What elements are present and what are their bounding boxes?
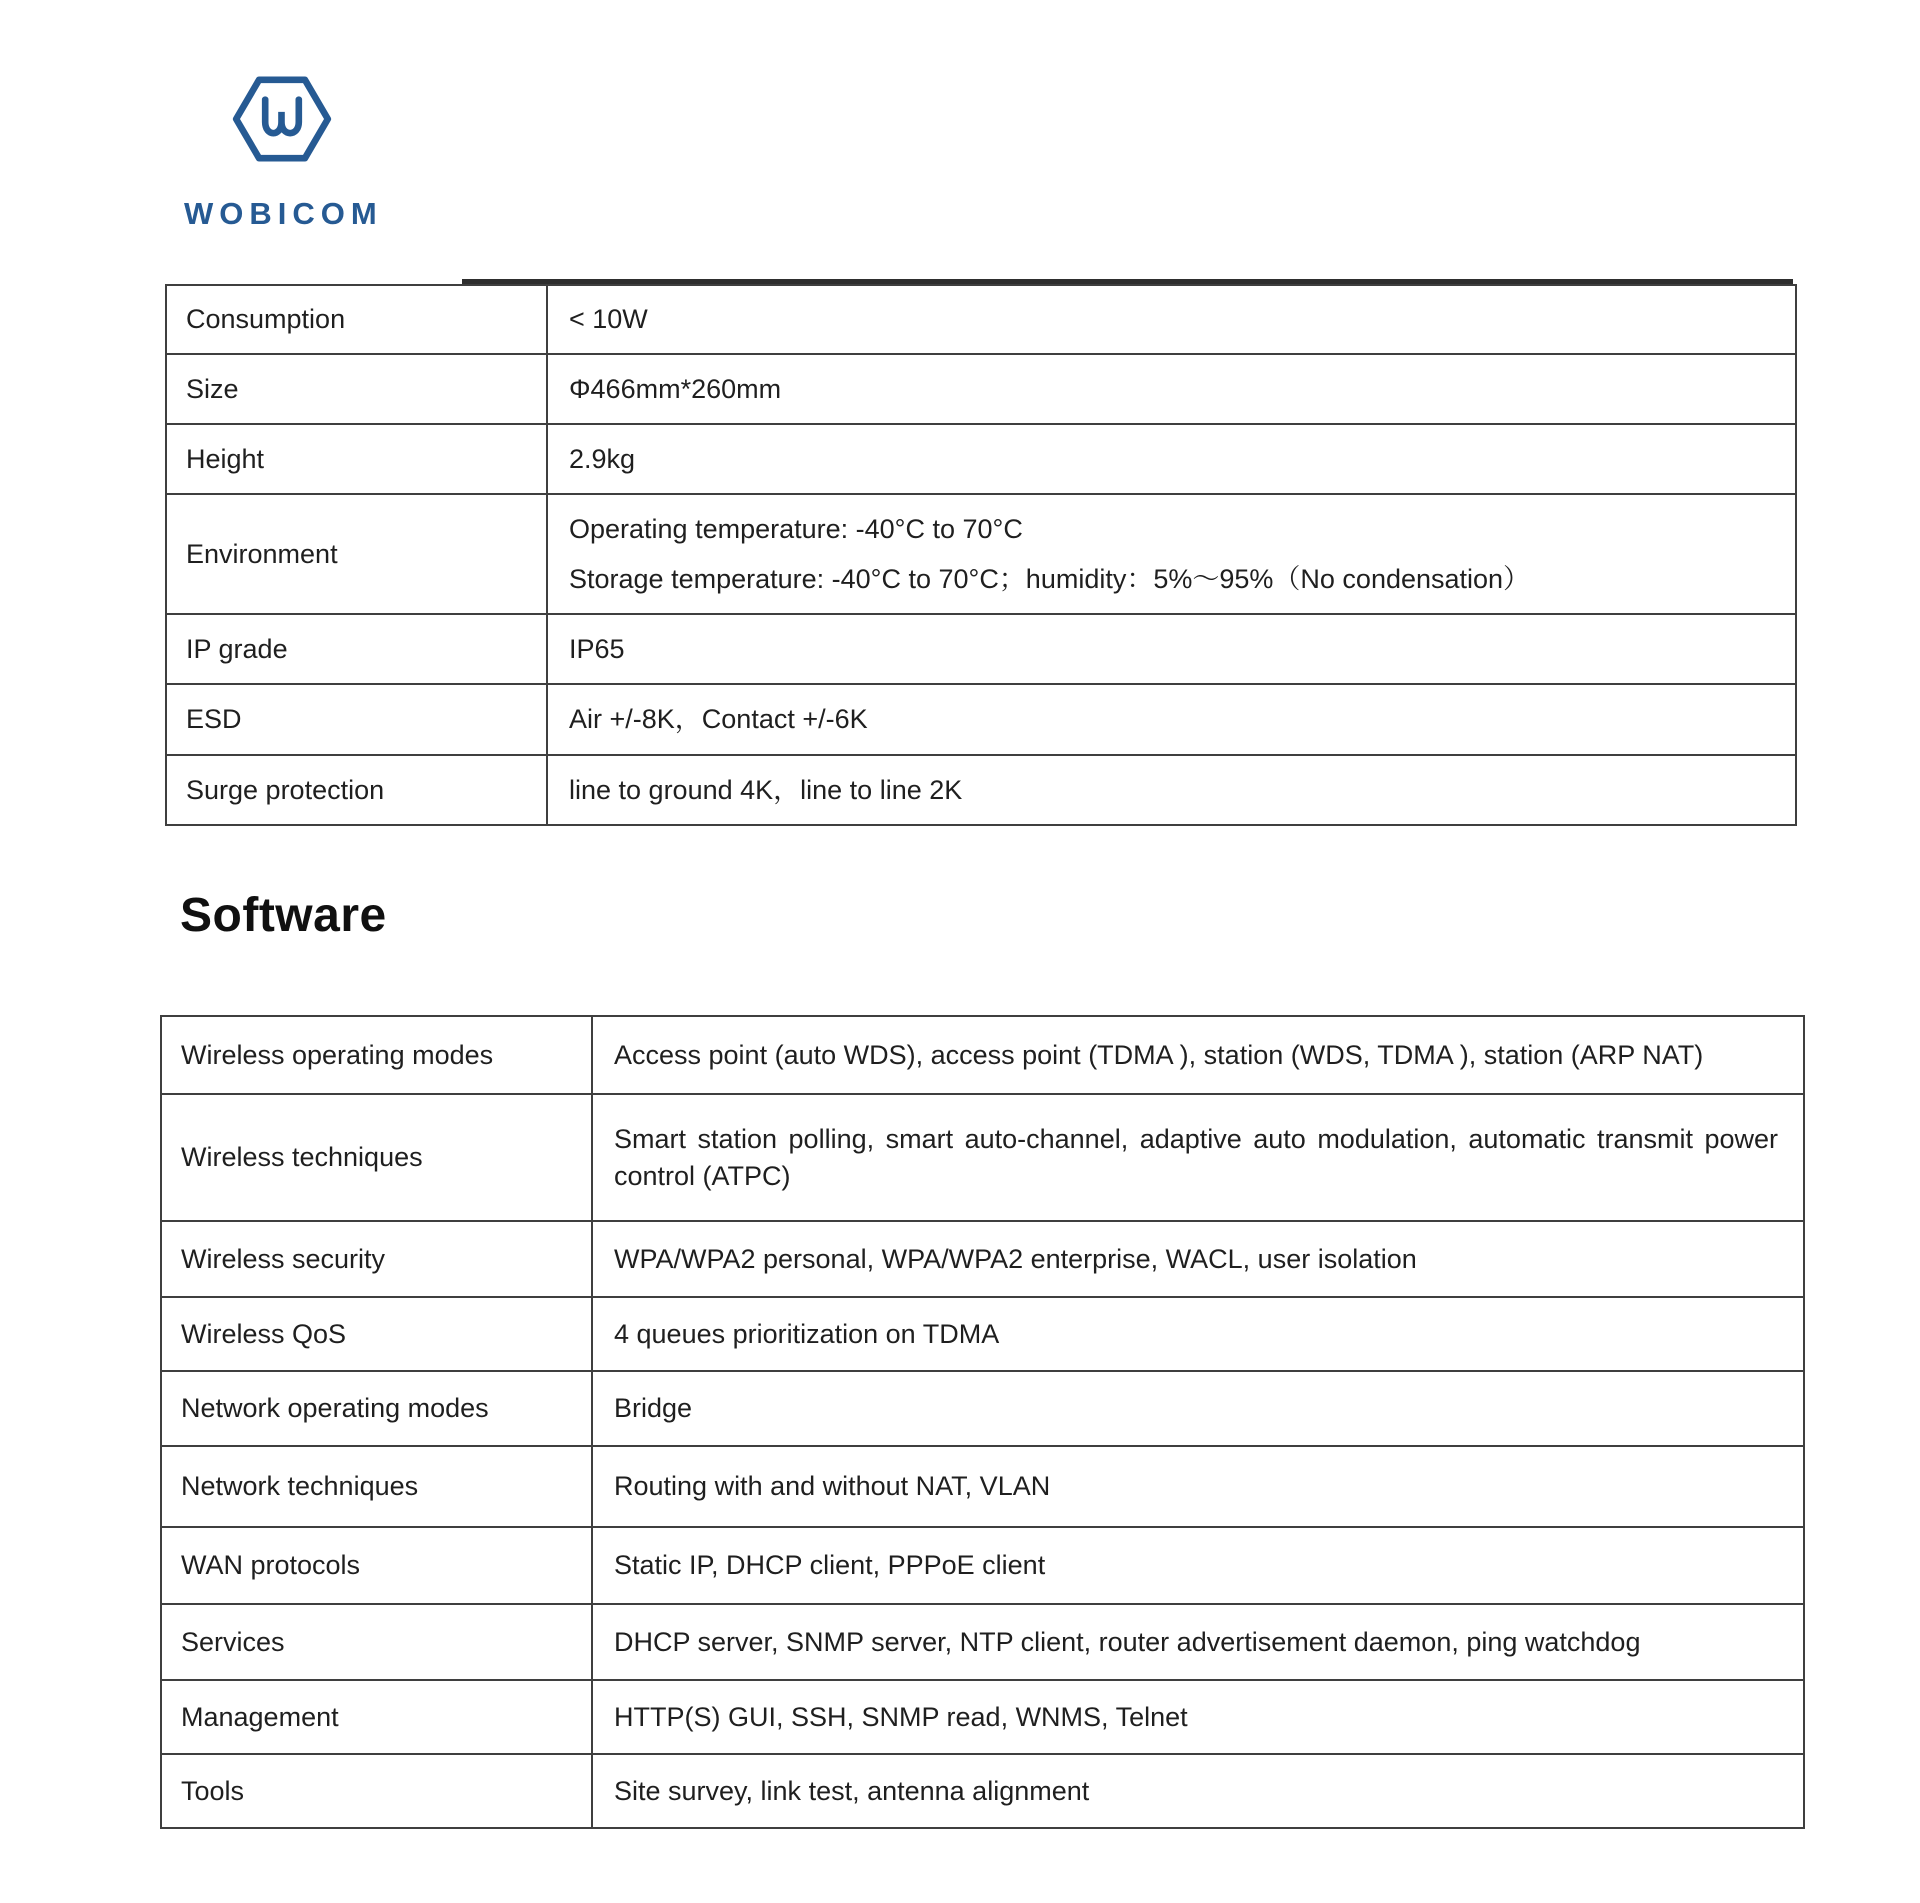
spec-value: Static IP, DHCP client, PPPoE client xyxy=(592,1527,1804,1604)
table-row xyxy=(161,1446,1804,1527)
hardware-spec-table xyxy=(165,284,1797,826)
spec-label: Management xyxy=(161,1680,592,1754)
spec-label: Height xyxy=(166,424,547,494)
table-row xyxy=(161,1016,1804,1094)
spec-value: Air +/-8K，Contact +/-6K xyxy=(547,684,1796,755)
spec-value: Smart station polling, smart auto-channel, adaptive auto modulation, automatic transmit power control (ATPC) xyxy=(592,1094,1804,1221)
section-heading-software: Software xyxy=(180,889,387,942)
spec-label: Wireless QoS xyxy=(161,1297,592,1371)
spec-value: Φ466mm*260mm xyxy=(547,354,1796,424)
spec-label: Consumption xyxy=(166,285,547,354)
spec-value: IP65 xyxy=(547,614,1796,684)
spec-label: WAN protocols xyxy=(161,1527,592,1604)
table-row xyxy=(161,1680,1804,1754)
spec-value-line: Operating temperature: -40°C to 70°C xyxy=(569,514,1023,544)
table-row xyxy=(166,494,1796,614)
spec-label: Environment xyxy=(166,494,547,614)
spec-value: 2.9kg xyxy=(547,424,1796,494)
spec-label: ESD xyxy=(166,684,547,755)
software-spec-table xyxy=(160,1015,1805,1829)
spec-value: 4 queues prioritization on TDMA xyxy=(592,1297,1804,1371)
table-row xyxy=(161,1221,1804,1297)
table-row xyxy=(161,1754,1804,1828)
table-row xyxy=(166,755,1796,825)
spec-label: Network operating modes xyxy=(161,1371,592,1446)
spec-label: Services xyxy=(161,1604,592,1680)
spec-label: Network techniques xyxy=(161,1446,592,1527)
table-row xyxy=(166,684,1796,755)
spec-value: Routing with and without NAT, VLAN xyxy=(592,1446,1804,1527)
spec-value: < 10W xyxy=(547,285,1796,354)
table-row xyxy=(166,424,1796,494)
spec-value-line: Storage temperature: -40°C to 70°C；humidity：5%～95%（No condensation） xyxy=(569,564,1531,594)
spec-label: IP grade xyxy=(166,614,547,684)
spec-label: Tools xyxy=(161,1754,592,1828)
spec-value: Access point (auto WDS), access point (TDMA ), station (WDS, TDMA ), station (ARP NAT) xyxy=(592,1016,1804,1094)
spec-value: Bridge xyxy=(592,1371,1804,1446)
table-row xyxy=(161,1371,1804,1446)
spec-label: Wireless techniques xyxy=(161,1094,592,1221)
spec-value: Site survey, link test, antenna alignment xyxy=(592,1754,1804,1828)
table-row xyxy=(166,285,1796,354)
spec-value: line to ground 4K，line to line 2K xyxy=(547,755,1796,825)
spec-label: Wireless operating modes xyxy=(161,1016,592,1094)
spec-value xyxy=(547,494,1796,614)
wobicom-logo-icon xyxy=(231,64,333,174)
table-row xyxy=(161,1297,1804,1371)
spec-label: Size xyxy=(166,354,547,424)
table-row xyxy=(161,1604,1804,1680)
spec-label: Wireless security xyxy=(161,1221,592,1297)
brand-wordmark: WOBICOM xyxy=(184,196,383,231)
table-row xyxy=(166,354,1796,424)
spec-value: DHCP server, SNMP server, NTP client, router advertisement daemon, ping watchdog xyxy=(592,1604,1804,1680)
spec-value: HTTP(S) GUI, SSH, SNMP read, WNMS, Telnet xyxy=(592,1680,1804,1754)
spec-label: Surge protection xyxy=(166,755,547,825)
table-row xyxy=(166,614,1796,684)
table-row xyxy=(161,1527,1804,1604)
spec-value: WPA/WPA2 personal, WPA/WPA2 enterprise, WACL, user isolation xyxy=(592,1221,1804,1297)
table-row xyxy=(161,1094,1804,1221)
